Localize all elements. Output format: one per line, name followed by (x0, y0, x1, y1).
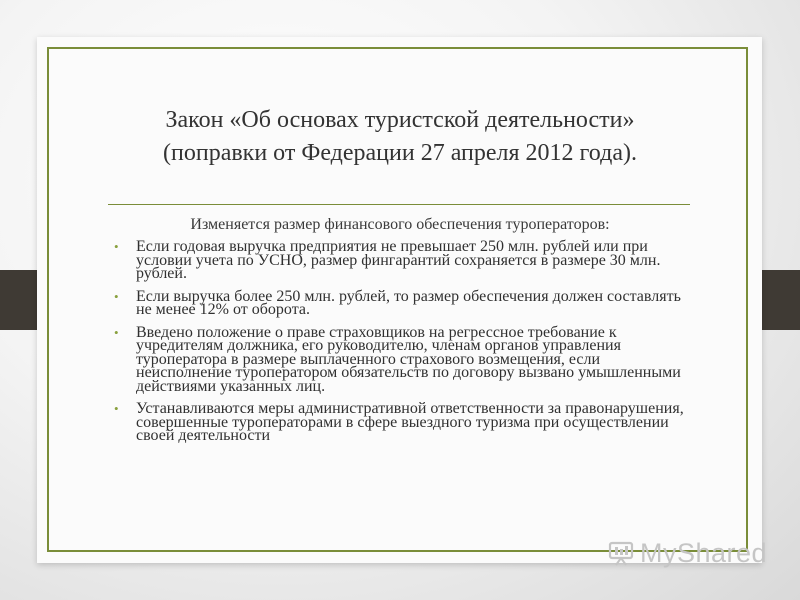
bullet-icon: • (114, 324, 119, 340)
bullet-item-2 (107, 287, 692, 318)
bullet-list (107, 240, 692, 452)
left-side-tab (0, 270, 40, 330)
myshared-watermark (608, 536, 767, 570)
presentation-board-icon (608, 540, 634, 566)
bullet-item-4 (107, 402, 692, 443)
slide-title-line-2: (поправки от Федерации 27 апреля 2012 года). (163, 140, 637, 166)
bullet-icon: • (114, 401, 119, 416)
bullet-text: Если годовая выручка предприятия не превышает 250 млн. рублей или при условии учета по УСНО, размер фингарантий сохраняется в размере 30 млн. рублей. (136, 238, 661, 282)
slide-title (70, 104, 730, 170)
title-divider (108, 204, 690, 205)
bullet-text: Устанавливаются меры административной ответственности за правонарушения, совершенные туроператорами в сфере выездного туризма при осуществлении своей деятельности (136, 400, 684, 444)
bullet-icon: • (114, 288, 119, 304)
slide-title-line-1: Закон «Об основах туристской деятельности» (165, 107, 635, 133)
bullet-icon: • (114, 239, 119, 254)
bullet-text: Введено положение о праве страховщиков на регрессное требование к учредителям должника, его руководителю, членам органов управления туроператора в размере выплаченного страхового возмещения, если неисполнение туроператором обязательств по договору вызвано умышленными действиями указанных лиц. (136, 323, 681, 395)
bullet-item-1 (107, 240, 692, 281)
watermark-text: MyShared (640, 537, 768, 568)
bullet-item-3 (107, 323, 692, 395)
slide-subtitle: Изменяется размер финансового обеспечения туроператоров: (190, 216, 610, 233)
right-side-tab (760, 270, 800, 330)
bullet-text: Если выручка более 250 млн. рублей, то размер обеспечения должен составлять не менее 12% от оборота. (136, 287, 681, 318)
